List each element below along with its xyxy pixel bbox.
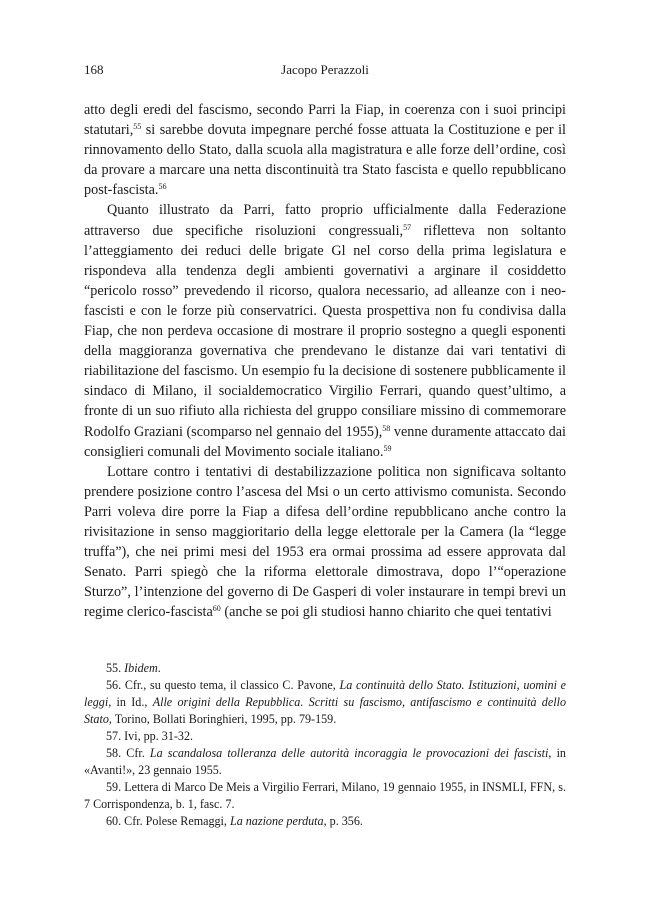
text-span: (anche se poi gli studiosi hanno chiarito che quei tentativi bbox=[220, 604, 552, 621]
footnote-text: , Torino, Bollati Boringhieri, 1995, pp. 79-159. bbox=[108, 712, 337, 726]
footnote-number: 57. bbox=[106, 729, 122, 743]
footnote-italic: La scandalosa tolleranza delle autorità incoraggia le provocazioni dei fascisti bbox=[149, 746, 549, 760]
text-span: Lottare contro i tentativi di destabilizzazione politica non significava soltanto prendere posizione contro l’ascesa del Msi o un certo attivismo comunista. Secondo Parri voleva dire porre la Fiap a difesa dell’ordine repubblicano anche contro la rivisitazione in senso maggioritario della legge elettorale per la Camera (la “legge truffa”), che nei primi mesi del 1953 era ormai prossima ad essere approvata dal Senato. Parri spiegò che la riforma elettorale dimostrava, dopo l’“operazione Sturzo”, l’intenzione del governo di De Gasperi di voler instaurare in tempi brevi un regime clerico-fascista bbox=[84, 463, 566, 621]
footnote-number: 58. bbox=[106, 746, 122, 760]
footnote-italic: Ibidem bbox=[124, 661, 158, 675]
paragraph-3 bbox=[84, 462, 566, 623]
footnote-text: . bbox=[157, 661, 161, 675]
paragraph-2 bbox=[84, 200, 566, 461]
text-span: rifletteva non soltanto l’atteggiamento dei reduci delle brigate Gl nel corso della prima legislatura e rispondeva alla tendenza degli ambienti governativi a arginare il cosiddetto “pericolo rosso” prevedendo il ricorso, qualora necessario, ad alleanze con i neo-fascisti e con le forze più conservatrici. Questa prospettiva non fu condivisa dalla Fiap, che non perdeva occasione di mostrare il proprio sostegno a quegli esponenti della maggioranza governativa che prendevano le distanze dai vari tentativi di riabilitazione del fascismo. Un esempio fu la decisione di sostenere pubblicamente il sindaco di Milano, il socialdemocratico Virgilio Ferrari, quando quest’ultimo, a fronte di un suo rifiuto alla richiesta del gruppo consiliare missino di commemorare Rodolfo Graziani (scomparso nel gennaio del 1955), bbox=[84, 222, 566, 440]
paragraph-1 bbox=[84, 100, 566, 200]
footnote-55 bbox=[84, 660, 566, 677]
running-head: Jacopo Perazzoli bbox=[281, 62, 369, 77]
footnote-57 bbox=[84, 728, 566, 745]
footnote-number: 55. bbox=[106, 661, 122, 675]
footnote-number: 59. bbox=[106, 780, 122, 794]
footnote-number: 60. bbox=[106, 814, 122, 828]
footnotes bbox=[84, 660, 566, 830]
text-span: si sarebbe dovuta impegnare perché fosse attuata la Costituzione e per il rinnovamento dello Stato, dalla scuola alla magistratura e alle forze dell’ordine, così da provare a marcare una netta discontinuità tra Stato fascista e quello repubblicano post-fascista. bbox=[84, 122, 566, 199]
footnote-ref-55: 55 bbox=[133, 122, 142, 132]
footnote-59 bbox=[84, 779, 566, 813]
footnote-text: Cfr. Polese Remaggi, bbox=[124, 814, 230, 828]
footnote-text: Cfr. bbox=[126, 746, 150, 760]
footnote-italic: La nazione perduta bbox=[229, 814, 324, 828]
text-span: venne duramente attaccato dai consiglieri comunali del Movimento sociale italiano. bbox=[84, 423, 566, 460]
footnote-ref-56: 56 bbox=[158, 182, 167, 192]
footnote-text: Ivi, pp. 31-32. bbox=[124, 729, 194, 743]
footnote-ref-58: 58 bbox=[382, 423, 391, 433]
footnote-text: , in «Avanti!», 23 gennaio 1955. bbox=[84, 746, 566, 777]
footnote-text: Cfr., su questo tema, il classico C. Pavone, bbox=[124, 678, 340, 692]
text-span: atto degli eredi del fascismo, secondo Parri la Fiap, in coerenza con i suoi principi statutari, bbox=[84, 102, 566, 139]
footnote-number: 56. bbox=[106, 678, 122, 692]
footnote-italic: Alle origini della Repubblica. Scritti su fascismo, antifascismo e continuità dello Stato bbox=[84, 695, 566, 726]
page-number: 168 bbox=[84, 62, 104, 77]
footnote-ref-59: 59 bbox=[383, 443, 392, 453]
footnote-58 bbox=[84, 745, 566, 779]
footnote-italic: La continuità dello Stato. Istituzioni, uomini e leggi bbox=[84, 678, 566, 709]
text-span: Quanto illustrato da Parri, fatto proprio ufficialmente dalla Federazione attraverso due specifiche risoluzioni congressuali, bbox=[84, 202, 566, 239]
footnote-text: , in Id., bbox=[108, 695, 153, 709]
footnote-60 bbox=[84, 813, 566, 830]
footnote-text: , p. 356. bbox=[323, 814, 363, 828]
body-text bbox=[84, 100, 566, 622]
footnote-ref-60: 60 bbox=[212, 604, 221, 614]
footnote-ref-57: 57 bbox=[403, 222, 412, 232]
footnote-56 bbox=[84, 677, 566, 728]
footnote-text: Lettera di Marco De Meis a Virgilio Ferrari, Milano, 19 gennaio 1955, in INSMLI, FFN, s. 7 Corrispondenza, b. 1, fasc. 7. bbox=[84, 780, 566, 811]
